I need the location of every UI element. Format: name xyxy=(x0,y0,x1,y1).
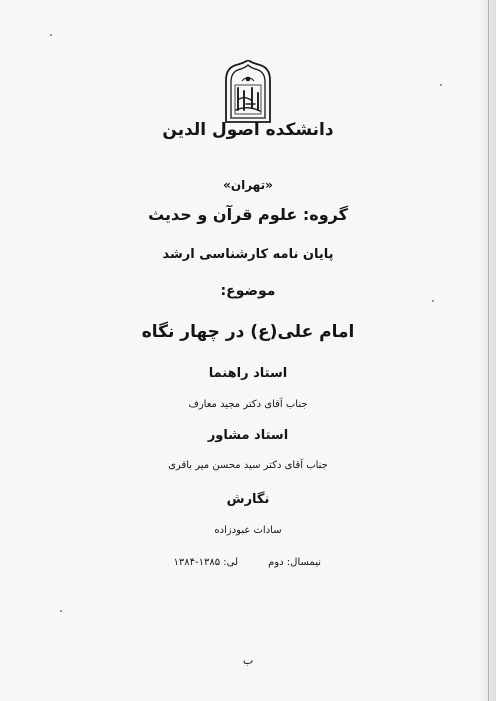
author-label: نگارش xyxy=(226,492,270,507)
scan-speck xyxy=(60,610,62,612)
supervisor-name: جناب آقای دکتر مجید معارف xyxy=(188,399,308,410)
faculty-name: دانشکده اصول الدین xyxy=(162,120,334,140)
page-edge-line xyxy=(488,0,489,701)
advisor-name: جناب آقای دکتر سید محسن میر باقری xyxy=(168,460,328,471)
thesis-subject: امام علی(ع) در چهار نگاه xyxy=(141,322,355,342)
scan-speck xyxy=(50,34,52,36)
university-logo xyxy=(222,60,274,124)
thesis-type: پایان نامه کارشناسی ارشد xyxy=(162,247,334,262)
page-edge-shadow xyxy=(478,0,496,701)
advisor-label: استاد مشاور xyxy=(207,428,289,443)
department-group: گروه: علوم قرآن و حدیث xyxy=(148,205,348,224)
semester-text: نیمسال: دوم xyxy=(268,557,321,568)
page-number: ب xyxy=(242,654,254,667)
city-name: «تهران» xyxy=(223,178,273,192)
scan-speck xyxy=(432,300,434,302)
academic-year-text: لی: ۱۳۸۵-۱۳۸۴ xyxy=(173,557,238,568)
author-name: سادات عبودزاده xyxy=(214,525,282,536)
scan-speck xyxy=(440,84,442,86)
subject-label: موضوع: xyxy=(220,283,276,299)
supervisor-label: استاد راهنما xyxy=(208,366,288,381)
